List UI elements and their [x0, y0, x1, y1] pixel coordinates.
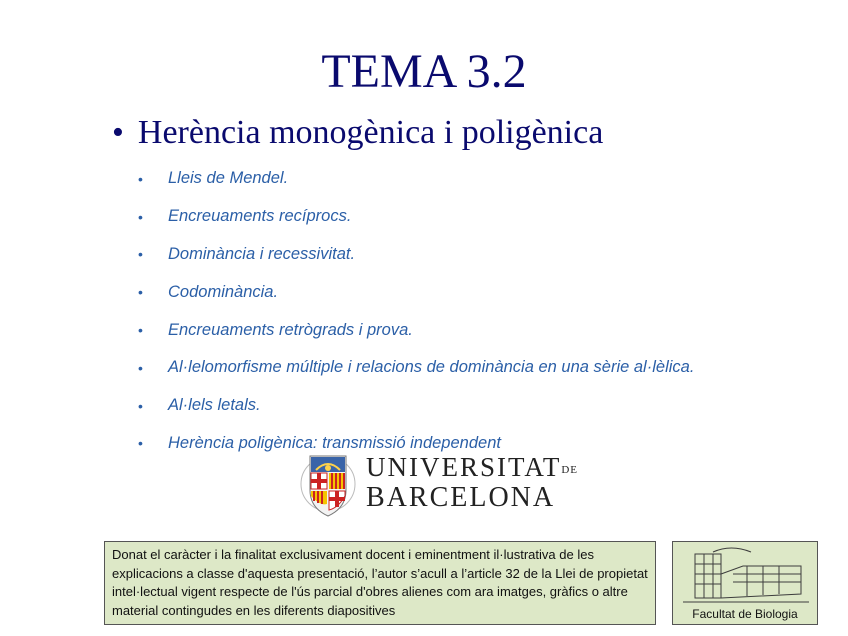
- bullet-dot-icon: •: [138, 322, 143, 339]
- bullet-dot-icon: •: [138, 397, 143, 414]
- list-item-text: Encreuaments retrògrads i prova.: [168, 320, 413, 339]
- list-item-text: Encreuaments recíprocs.: [168, 207, 352, 226]
- university-shield-icon: [300, 446, 356, 522]
- main-bullet-text: Herència monogènica i poligènica: [137, 114, 604, 151]
- slide-title: TEMA 3.2: [321, 45, 527, 98]
- bullet-dot-icon: •: [138, 284, 143, 301]
- list-item: [138, 273, 694, 311]
- list-item-text: Herència poligènica: transmissió independent: [168, 433, 501, 452]
- university-logo: [300, 446, 590, 522]
- sub-bullet-list: [138, 160, 694, 462]
- list-item-text: Lleis de Mendel.: [168, 169, 289, 188]
- bullet-dot-icon: •: [138, 208, 143, 225]
- copyright-disclaimer: Donat el caràcter i la finalitat exclusivament docent i eminentment il·lustrativa de les explicacions a classe d'aquesta presentació, l’autor s’acull a l’article 32 de la Llei de propietat intel·lectual vigent respecte de l'ús parcial d'obres alienes com ara imatges, gràfics o altre material contingudes en les diferents diapositives: [104, 541, 656, 625]
- list-item: [138, 387, 694, 425]
- faculty-building-icon: [673, 544, 817, 608]
- faculty-label: Facultat de Biologia: [692, 607, 798, 621]
- list-item: [138, 311, 694, 349]
- list-item: [138, 160, 694, 198]
- list-item-text: Codominància.: [168, 282, 279, 301]
- bullet-dot-icon: •: [138, 170, 143, 187]
- list-item-text: Al·lelomorfisme múltiple i relacions de dominància en una sèrie al·lèlica.: [168, 358, 695, 377]
- list-item: [138, 349, 694, 387]
- bullet-dot-icon: •: [138, 359, 143, 376]
- bullet-dot-icon: •: [138, 246, 143, 263]
- logo-line-1: UNIVERSITATDE: [366, 452, 578, 482]
- list-item-text: Dominància i recessivitat.: [168, 244, 356, 263]
- bullet-dot-icon: •: [138, 435, 143, 452]
- faculty-logo-box: [672, 541, 818, 625]
- logo-line-2: BARCELONA: [366, 482, 556, 513]
- bullet-dot-icon: •: [112, 114, 124, 151]
- main-bullet: [112, 114, 603, 152]
- list-item-text: Al·lels letals.: [168, 396, 261, 415]
- list-item: [138, 236, 694, 274]
- list-item: [138, 198, 694, 236]
